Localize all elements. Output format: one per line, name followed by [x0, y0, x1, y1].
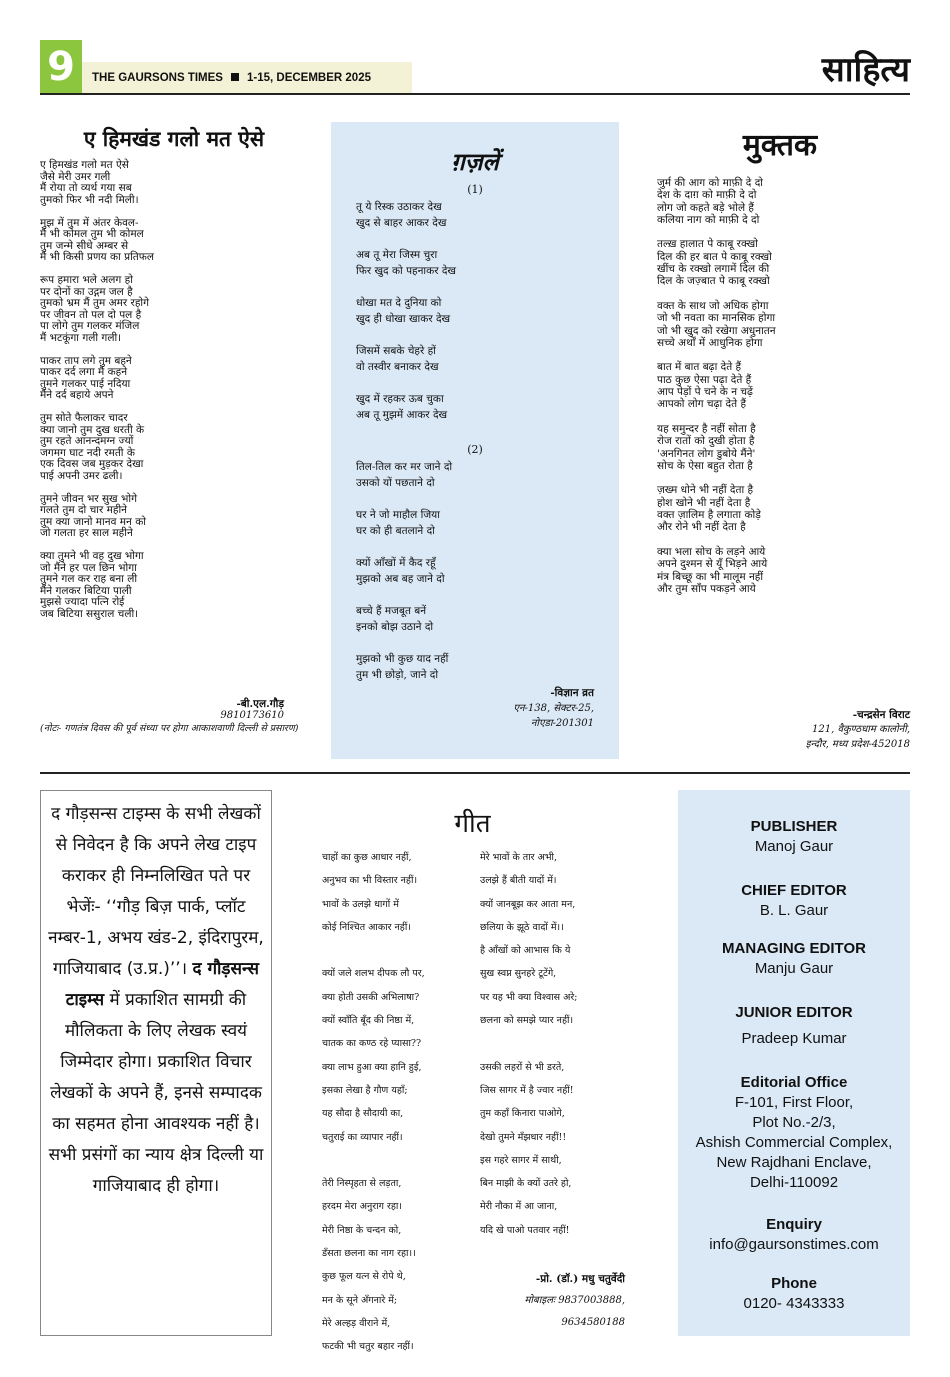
geet-mobile-1: मोबाइलः 9837003888,	[524, 1295, 625, 1306]
masthead	[82, 62, 412, 94]
contributors-notice	[40, 790, 272, 1336]
notice-text-2: में प्रकाशित सामग्री की मौलिकता के लिए लेखक स्वयं जिम्मेदार होगा। प्रकाशित विचार लेखकों के अपने हैं, इनसे सम्पादक का सहमत होना आवश्यक नहीं है। सभी प्रसंगों का न्याय क्षेत्र दिल्ली या गाजियाबाद ही होगा।	[48, 990, 264, 1196]
ghazal-2-label: (2)	[467, 443, 483, 456]
editorial-office-label: Editorial Office	[740, 1074, 848, 1091]
poem-title: ए हिमखंड गलो मत ऐसे	[83, 127, 265, 151]
junior-editor-name: Pradeep Kumar	[741, 1030, 847, 1047]
junior-editor-label: JUNIOR EDITOR	[735, 1004, 853, 1021]
poem-body: ए हिमखंड गलो मत ऐसे जैसे मेरी उमर गली मैं रोया तो व्यर्थ गया सब तुमको फिर भी नदी मिली। मुझ में तुम में अंतर केवल- मैं भी कोमल तुम भी कोमल तुम जन्मे सीधे अम्बर से मैं भी किसी प्रणय का प्रतिफल रूप हमारा भले अलग हो पर दोनों का उद्गम जल है तुमको भ्रम मैं तुम अमर रहोगे पर जीवन तो पल दो पल है पा लोगे तुम गलकर मंजिल मैं भटकूंगा गली गली। पाकर ताप लगे तुम बहने पाकर दर्द लगा मैं कहने तुमने गलकर पाई नदिया मैंने दर्द बहाये अपने तुम सोते फैलाकर चादर क्या जानो तुम दुख धरती के तुम रहते आनन्दमग्न ज्यों जगमग घाट नदी रमती के एक दिवस जब मुड़कर देखा पाई अपनी उमर ढली। तुमने जीवन भर सुख भोगे गलते तुम दो चार महीने तुम क्या जानो मानव मन को जो गलता हर साल महीने क्या तुमने भी वह दुख भोगा जो मैंने हर पल छिन भोगा तुमने गल कर राह बना ली मैंने गलकर बिटिया पाली मुझसे ज्यादा पत्नि रोई जब बिटिया ससुराल चली।	[40, 159, 155, 620]
ghazal-address-1: एन-138, सेक्टर-25,	[513, 703, 594, 714]
ghazal-address-2: नोएडा-201301	[530, 718, 594, 729]
section-divider	[40, 772, 910, 774]
office-line-5: Delhi-110092	[749, 1174, 839, 1191]
enquiry-email[interactable]: info@gaursonstimes.com	[709, 1236, 879, 1253]
header-rule	[40, 93, 910, 95]
office-line-3: Ashish Commercial Complex,	[695, 1134, 893, 1151]
muktak-title: मुक्तक	[742, 128, 818, 163]
publisher-name: Manoj Gaur	[754, 838, 834, 855]
muktak-address-2: इन्दौर, मध्य प्रदेश-452018	[805, 739, 910, 750]
ghazal-author: -विज्ञान व्रत	[550, 687, 594, 699]
office-line-2: Plot No.-2/3,	[752, 1114, 836, 1131]
ghazal-1-body: तू ये रिस्क उठाकर देख खुद से बाहर आकर देख अब तू मेरा जिस्म चुरा फिर खुद को पहनाकर देख धोखा मत दे दुनिया को खुद ही धोखा खाकर देख जिसमें सबके चेहरे हों वो तस्वीर बनाकर देख खुद में रहकर ऊब चुका अब तू मुझमें आकर देख	[356, 201, 457, 421]
muktak-address-1: 121, वैकुण्ठधाम कालोनी,	[812, 724, 910, 735]
phone-number: 0120- 4343333	[743, 1295, 845, 1312]
geet-column-2: मेरे भावों के तार अभी, उलझे हैं बीती यादों में। क्यों जानबूझ कर आता मन, छलिया के झूठे वादों में।। है आँखों को आभास कि ये सुख स्वप्न सुनहरे टूटेंगे, पर यह भी क्या विश्वास अरे; छलना को समझे प्यार नहीं। उसकी लहरों से भी डरते, जिस सागर में है ज्वार नहीं! तुम कहाँ किनारा पाओगे, देखो तुमने मँझधार नहीं!! इस गहरे सागर में साथी, बिन माझी के क्यों उतरे हो, मेरी नौका में आ जाना, यदि खे पाओ पतवार नहीं!	[480, 852, 578, 1236]
ghazal-title: ग़ज़लें	[451, 148, 499, 176]
issue-date: 1-15, DECEMBER 2025	[246, 72, 371, 84]
managing-editor-label: MANAGING EDITOR	[722, 940, 866, 957]
muktak-body: जुर्म की आग को माफ़ी दे दो देश के दाग़ को माफ़ी दे दो लोग जो कहते बड़े भोले हैं कलिया नाग को माफ़ी दे दो तल्ख़ हालात पे काबू रक्खो दिल की हर बात पे काबू रक्खो खींच के रक्खो लगामें दिल की दिल के जज़्बात पे काबू रक्खो वक्त के साथ जो अधिक होगा जो भी नवता का मानसिक होगा जो भी खुद को रखेगा अधुनातन सच्चे अर्थों में आधुनिक होगा बात में बात बढ़ा देते हैं पाठ कुछ ऐसा पढ़ा देते हैं आप पेड़ों पे चने के न चढ़ें आपको लोग चढ़ा देते हैं यह समुन्दर है नहीं सोता है रोज रातों को दुखी होता है 'अनगिनत लोग डुबोये मैंने' सोच के ऐसा बहुत रोता है ज़ख्म धोने भी नहीं देता है होश खोने भी नहीं देता है वक्त ज़ालिम है लगाता कोड़े और रोने भी नहीं देता है क्या भला सोच के लड़ने आये अपने दुश्मन से यूँ भिड़ने आये मंत्र बिच्छू का भी मालूम नहीं और तुम साँप पकड़ने आये	[657, 177, 776, 595]
notice-text-1: द गौड़सन्स टाइम्स के सभी लेखकों से निवेदन है कि अपने लेख टाइप कराकर ही निम्नलिखित पते पर भेजेंः- ‘‘गौड़ बिज़ पार्क, प्लॉट नम्बर-1, अभय खंड-2, इंदिरापुरम, गाजियाबाद (उ.प्र.)’’।	[48, 804, 264, 979]
office-line-1: F-101, First Floor,	[734, 1094, 854, 1111]
geet-mobile-2: 9634580188	[561, 1317, 625, 1328]
ghazal-1-label: (1)	[467, 183, 483, 196]
poem-author: -बी.एल.गौड़	[236, 698, 284, 710]
geet-column-1: चाहों का कुछ आधार नहीं, अनुभव का भी विस्तार नहीं। भावों के उलझे धागों में कोई निश्चित आकार नहीं। क्यों जले शलभ दीपक लौ पर, क्या होती उसकी अभिलाषा? क्यों स्वाँति बूँद की निष्ठा में, चातक का कण्ठ रहे प्यासा?? क्या लाभ हुआ क्या हानि हुई, इसका लेखा है गौण यहाँ; यह सौदा है सौदायी का, चतुराई का व्यापार नहीं। तेरी निस्पृहता से लड़ता, हरदम मेरा अनुराग रहा। मेरी निष्ठा के चन्दन को, डँसता छलना का नाग रहा।। कुछ फूल यत्न से रोपे थे, मन के सूने अँगनारे में; मेरे अल्हड़ वीराने में, फटकी भी चतुर बहार नहीं।	[322, 852, 425, 1353]
poem-author-phone: 9810173610	[220, 710, 284, 721]
square-bullet-icon	[231, 73, 239, 81]
imprint-box	[678, 790, 910, 1336]
office-line-4: New Rajdhani Enclave,	[716, 1154, 872, 1171]
page-number: 9	[40, 40, 82, 94]
enquiry-label: Enquiry	[766, 1216, 822, 1233]
managing-editor-name: Manju Gaur	[754, 960, 834, 977]
chief-editor-label: CHIEF EDITOR	[741, 882, 847, 899]
broadcast-note: (नोटः- गणतंत्र दिवस की पूर्व संध्या पर होगा आकाशवाणी दिल्ली से प्रसारण)	[40, 723, 299, 734]
geet-title: गीत	[454, 809, 491, 839]
section-title: साहित्य	[821, 50, 910, 90]
publisher-label: PUBLISHER	[750, 818, 838, 835]
masthead-title: THE GAURSONS TIMES	[92, 72, 223, 84]
phone-label: Phone	[771, 1275, 817, 1292]
geet-author: -प्रो. (डॉ.) मधु चतुर्वेदी	[535, 1273, 625, 1285]
notice-paper-name: द गौड़सन्स टाइम्स	[65, 959, 259, 1010]
ghazal-2-body: तिल-तिल कर मर जाने दो उसको यों पछताने दो घर ने जो माहौल जिया घर को ही बतलाने दो क्यों आँखों में कैद रहूँ मुझको अब बह जाने दो बच्चे हैं मजबूत बनें इनको बोझ उठाने दो मुझको भी कुछ याद नहीं तुम भी छोड़ो, जाने दो	[356, 461, 453, 681]
chief-editor-name: B. L. Gaur	[759, 902, 829, 919]
muktak-author: -चन्द्रसेन विराट	[852, 709, 910, 721]
